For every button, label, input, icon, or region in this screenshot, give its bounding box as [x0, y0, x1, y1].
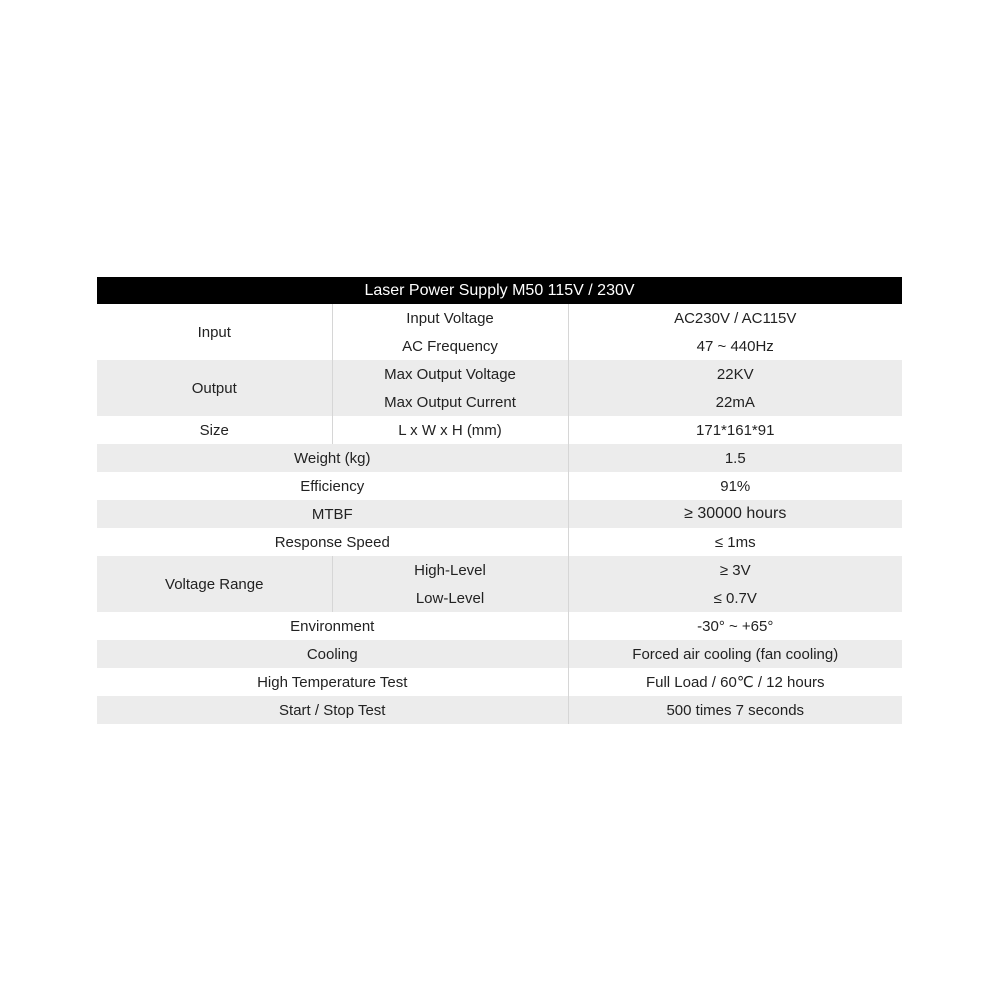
high-level-label: High-Level: [332, 556, 568, 584]
mtbf-label: MTBF: [97, 500, 568, 528]
ac-frequency-value: 47 ~ 440Hz: [568, 332, 902, 360]
ac-frequency-label: AC Frequency: [332, 332, 568, 360]
voltage-range-label: Voltage Range: [97, 556, 332, 612]
table-row: [97, 472, 902, 500]
environment-value: -30° ~ +65°: [568, 612, 902, 640]
table-row: [97, 668, 902, 696]
max-output-current-label: Max Output Current: [332, 388, 568, 416]
table-row: [97, 640, 902, 668]
low-level-label: Low-Level: [332, 584, 568, 612]
table-row: [97, 556, 902, 584]
table-row: [97, 360, 902, 388]
size-dimension-label: L x W x H (mm): [332, 416, 568, 444]
high-temperature-test-label: High Temperature Test: [97, 668, 568, 696]
max-output-voltage-value: 22KV: [568, 360, 902, 388]
table-row: [97, 416, 902, 444]
table-row: [97, 304, 902, 332]
size-label: Size: [97, 416, 332, 444]
cooling-value: Forced air cooling (fan cooling): [568, 640, 902, 668]
response-speed-value: ≤ 1ms: [568, 528, 902, 556]
weight-label: Weight (kg): [97, 444, 568, 472]
table-title: Laser Power Supply M50 115V / 230V: [97, 277, 902, 304]
max-output-voltage-label: Max Output Voltage: [332, 360, 568, 388]
input-label: Input: [97, 304, 332, 360]
efficiency-value: 91%: [568, 472, 902, 500]
cooling-label: Cooling: [97, 640, 568, 668]
efficiency-label: Efficiency: [97, 472, 568, 500]
input-voltage-value: AC230V / AC115V: [568, 304, 902, 332]
input-voltage-label: Input Voltage: [332, 304, 568, 332]
high-level-value: ≥ 3V: [568, 556, 902, 584]
high-temperature-test-value: Full Load / 60℃ / 12 hours: [568, 668, 902, 696]
table-row: [97, 696, 902, 724]
mtbf-value: ≥ 30000 hours: [568, 500, 902, 528]
table-row: [97, 444, 902, 472]
low-level-value: ≤ 0.7V: [568, 584, 902, 612]
start-stop-test-label: Start / Stop Test: [97, 696, 568, 724]
table-row: [97, 612, 902, 640]
table-header-row: [97, 277, 902, 304]
size-value: 171*161*91: [568, 416, 902, 444]
max-output-current-value: 22mA: [568, 388, 902, 416]
start-stop-test-value: 500 times 7 seconds: [568, 696, 902, 724]
table-row: [97, 528, 902, 556]
environment-label: Environment: [97, 612, 568, 640]
table-row: [97, 500, 902, 528]
spec-table: [97, 277, 902, 724]
weight-value: 1.5: [568, 444, 902, 472]
response-speed-label: Response Speed: [97, 528, 568, 556]
output-label: Output: [97, 360, 332, 416]
